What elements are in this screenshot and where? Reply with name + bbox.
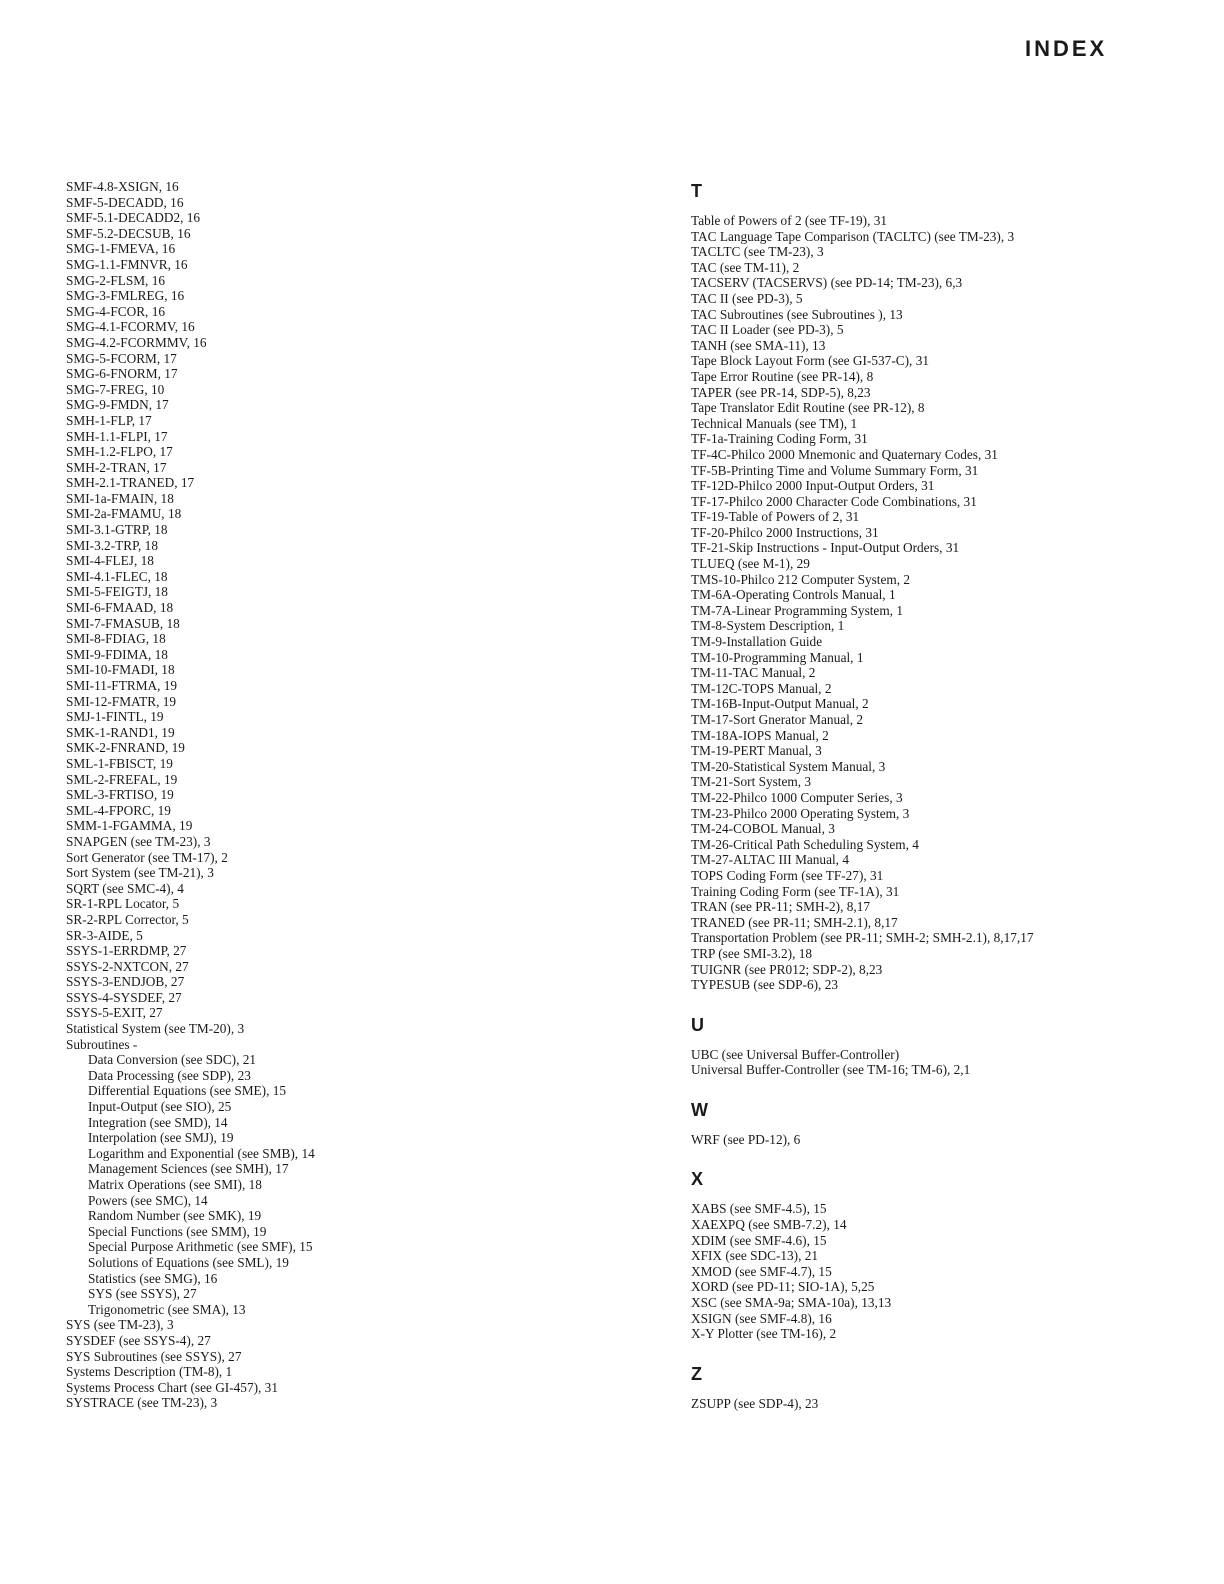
index-entry: Systems Description (TM-8), 1 <box>66 1364 233 1380</box>
index-entry: SMG-5-FCORM, 17 <box>66 350 177 366</box>
index-entry: SQRT (see SMC-4), 4 <box>66 880 184 896</box>
index-entry: TM-9-Installation Guide <box>691 634 823 650</box>
index-entry: TAPER (see PR-14, SDP-5), 8,23 <box>691 384 871 400</box>
index-entry: SSYS-4-SYSDEF, 27 <box>66 989 182 1005</box>
section-w-list <box>691 1132 1034 1148</box>
index-entry: SMF-4.8-XSIGN, 16 <box>66 179 179 194</box>
index-entry: SMH-1.2-FLPO, 17 <box>66 444 173 460</box>
index-entry: SMI-10-FMADI, 18 <box>66 662 175 678</box>
index-entry: SR-1-RPL Locator, 5 <box>66 896 180 912</box>
index-entry: SMI-3.1-GTRP, 18 <box>66 522 168 538</box>
index-entry: Tape Block Layout Form (see GI-537-C), 31 <box>691 353 929 369</box>
index-entry: TM-17-Sort Gnerator Manual, 2 <box>691 712 864 727</box>
index-column-left <box>66 179 315 1411</box>
index-entry: TMS-10-Philco 212 Computer System, 2 <box>691 571 911 587</box>
index-entry: TM-7A-Linear Programming System, 1 <box>691 602 903 618</box>
index-entry: XFIX (see SDC-13), 21 <box>691 1248 819 1264</box>
section-letter-t: T <box>691 181 702 201</box>
index-entry: SYSDEF (see SSYS-4), 27 <box>66 1332 211 1348</box>
index-entry: SYS (see SSYS), 27 <box>88 1286 197 1302</box>
index-entry: XABS (see SMF-4.5), 15 <box>691 1201 827 1217</box>
index-entry: SSYS-2-NXTCON, 27 <box>66 958 189 974</box>
index-entry: TF-20-Philco 2000 Instructions, 31 <box>691 524 879 540</box>
index-entry: SMI-4-FLEJ, 18 <box>66 553 154 569</box>
section-letter-z: Z <box>691 1363 702 1384</box>
index-entry: TM-8-System Description, 1 <box>691 618 845 634</box>
index-entry: SR-3-AIDE, 5 <box>66 927 143 943</box>
index-entry: TM-21-Sort System, 3 <box>691 774 812 790</box>
index-entry: Special Purpose Arithmetic (see SMF), 15 <box>88 1239 313 1255</box>
index-entry: TF-21-Skip Instructions - Input-Output Orders, 31 <box>691 540 960 556</box>
index-entry: TLUEQ (see M-1), 29 <box>691 556 810 572</box>
index-entry: TF-4C-Philco 2000 Mnemonic and Quaternary Codes, 31 <box>691 446 998 462</box>
index-entry: TAC II (see PD-3), 5 <box>691 290 803 306</box>
index-entry: SMH-2-TRAN, 17 <box>66 459 167 475</box>
index-entry: TM-10-Programming Manual, 1 <box>691 649 864 665</box>
index-entry: SYS (see TM-23), 3 <box>66 1317 174 1333</box>
index-entry: TACSERV (TACSERVS) (see PD-14; TM-23), 6,3 <box>691 275 963 291</box>
index-entry: TAC II Loader (see PD-3), 5 <box>691 322 844 338</box>
index-entry: SMF-5.1-DECADD2, 16 <box>66 210 201 226</box>
index-entry: Sort Generator (see TM-17), 2 <box>66 849 228 865</box>
index-entry: SSYS-3-ENDJOB, 27 <box>66 974 185 990</box>
index-entry: SR-2-RPL Corrector, 5 <box>66 911 189 927</box>
index-entry: ZSUPP (see SDP-4), 23 <box>691 1395 819 1411</box>
index-entry: TRAN (see PR-11; SMH-2), 8,17 <box>691 899 871 915</box>
index-entry: SMI-12-FMATR, 19 <box>66 693 177 709</box>
index-entry: TM-24-COBOL Manual, 3 <box>691 821 835 837</box>
index-entry: TM-6A-Operating Controls Manual, 1 <box>691 587 896 603</box>
index-entry: SMM-1-FGAMMA, 19 <box>66 818 193 834</box>
index-entry: Systems Process Chart (see GI-457), 31 <box>66 1379 278 1395</box>
index-entry: SMG-1.1-FMNVR, 16 <box>66 256 188 272</box>
index-entry: XMOD (see SMF-4.7), 15 <box>691 1263 832 1279</box>
page-title: INDEX <box>1025 36 1108 61</box>
index-entry: SMF-5.2-DECSUB, 16 <box>66 225 191 241</box>
left-entries-list <box>66 179 315 1052</box>
index-entry: SMJ-1-FINTL, 19 <box>66 709 164 725</box>
index-entry: Interpolation (see SMJ), 19 <box>88 1130 234 1146</box>
index-entry: X-Y Plotter (see TM-16), 2 <box>691 1326 837 1342</box>
index-entry: SMG-1-FMEVA, 16 <box>66 241 176 257</box>
index-entry: SMI-8-FDIAG, 18 <box>66 631 166 647</box>
index-entry: Statistical System (see TM-20), 3 <box>66 1021 245 1037</box>
section-x-list <box>691 1201 1034 1341</box>
index-entry: Management Sciences (see SMH), 17 <box>88 1161 289 1177</box>
index-entry: XDIM (see SMF-4.6), 15 <box>691 1232 827 1248</box>
index-entry: TANH (see SMA-11), 13 <box>691 337 826 353</box>
index-entry: Technical Manuals (see TM), 1 <box>691 415 858 431</box>
index-entry: TF-19-Table of Powers of 2, 31 <box>691 509 860 525</box>
index-entry: SMI-4.1-FLEC, 18 <box>66 568 168 584</box>
index-entry: Training Coding Form (see TF-1A), 31 <box>691 883 900 899</box>
section-letter-u: U <box>691 1014 704 1035</box>
index-entry: TM-19-PERT Manual, 3 <box>691 743 822 759</box>
index-entry: TM-27-ALTAC III Manual, 4 <box>691 852 849 868</box>
index-entry: SMI-3.2-TRP, 18 <box>66 537 158 553</box>
index-entry: SML-2-FREFAL, 19 <box>66 771 178 787</box>
index-entry: Powers (see SMC), 14 <box>88 1192 208 1208</box>
index-entry: UBC (see Universal Buffer-Controller) <box>691 1046 900 1062</box>
index-entry: XSIGN (see SMF-4.8), 16 <box>691 1310 832 1326</box>
index-entry: TF-5B-Printing Time and Volume Summary Form, 31 <box>691 462 979 478</box>
index-entry: Transportation Problem (see PR-11; SMH-2; SMH-2.1), 8,17,17 <box>691 930 1034 946</box>
index-entry: SMI-5-FEIGTJ, 18 <box>66 584 168 600</box>
index-entry: XSC (see SMA-9a; SMA-10a), 13,13 <box>691 1295 892 1311</box>
index-entry: TM-22-Philco 1000 Computer Series, 3 <box>691 789 903 805</box>
index-entry: Logarithm and Exponential (see SMB), 14 <box>88 1145 315 1161</box>
index-entry: TAC Subroutines (see Subroutines ), 13 <box>691 306 903 322</box>
index-entry: SNAPGEN (see TM-23), 3 <box>66 833 211 849</box>
index-entry: SMG-3-FMLREG, 16 <box>66 288 185 304</box>
index-entry: SMI-2a-FMAMU, 18 <box>66 506 182 522</box>
index-entry: WRF (see PD-12), 6 <box>691 1131 801 1147</box>
subroutines-subentries-list <box>66 1052 315 1317</box>
index-entry: Sort System (see TM-21), 3 <box>66 865 214 881</box>
index-entry: SSYS-1-ERRDMP, 27 <box>66 943 187 959</box>
index-entry: XAEXPQ (see SMB-7.2), 14 <box>691 1217 847 1233</box>
index-entry: SMK-2-FNRAND, 19 <box>66 740 185 756</box>
index-entry: SMH-1.1-FLPI, 17 <box>66 428 168 444</box>
index-entry: SMG-9-FMDN, 17 <box>66 397 169 413</box>
index-entry: TM-11-TAC Manual, 2 <box>691 665 816 681</box>
index-entry: SMI-7-FMASUB, 18 <box>66 615 180 631</box>
index-entry: SYS Subroutines (see SSYS), 27 <box>66 1348 242 1364</box>
index-entry: TYPESUB (see SDP-6), 23 <box>691 977 839 993</box>
section-z-list <box>691 1396 1034 1412</box>
index-entry: TOPS Coding Form (see TF-27), 31 <box>691 867 884 883</box>
index-entry: SML-1-FBISCT, 19 <box>66 755 173 771</box>
index-entry: Data Processing (see SDP), 23 <box>88 1067 251 1083</box>
index-entry: Input-Output (see SIO), 25 <box>88 1099 232 1115</box>
index-entry: SMK-1-RAND1, 19 <box>66 724 175 740</box>
index-entry: TF-17-Philco 2000 Character Code Combinations, 31 <box>691 493 977 509</box>
index-entry: TAC (see TM-11), 2 <box>691 259 800 275</box>
index-entry: TACLTC (see TM-23), 3 <box>691 244 824 260</box>
index-entry: Table of Powers of 2 (see TF-19), 31 <box>691 213 888 228</box>
section-letter-x: X <box>691 1169 704 1190</box>
index-entry: SMG-2-FLSM, 16 <box>66 272 166 288</box>
index-entry: TUIGNR (see PR012; SDP-2), 8,23 <box>691 961 883 977</box>
index-entry: SML-3-FRTISO, 19 <box>66 787 174 803</box>
index-entry: TM-26-Critical Path Scheduling System, 4 <box>691 836 919 852</box>
index-entry: SMG-7-FREG, 10 <box>66 381 165 397</box>
index-entry: TM-23-Philco 2000 Operating System, 3 <box>691 805 910 821</box>
index-entry: Matrix Operations (see SMI), 18 <box>88 1177 262 1192</box>
section-u-list <box>691 1047 1034 1078</box>
index-entry: Solutions of Equations (see SML), 19 <box>88 1254 289 1270</box>
index-entry: Subroutines - <box>66 1036 138 1052</box>
index-entry: SMI-11-FTRMA, 19 <box>66 678 178 693</box>
index-entry: SMI-6-FMAAD, 18 <box>66 600 174 616</box>
index-entry: SML-4-FPORC, 19 <box>66 802 171 818</box>
section-letter-w: W <box>691 1099 708 1120</box>
index-entry: TM-20-Statistical System Manual, 3 <box>691 758 886 774</box>
index-entry: Special Functions (see SMM), 19 <box>88 1223 267 1239</box>
index-entry: TF-12D-Philco 2000 Input-Output Orders, 31 <box>691 478 935 494</box>
index-entry: SMG-6-FNORM, 17 <box>66 366 178 382</box>
index-entry: SMI-1a-FMAIN, 18 <box>66 490 174 506</box>
index-entry: Trigonometric (see SMA), 13 <box>88 1301 246 1317</box>
index-entry: SMG-4-FCOR, 16 <box>66 303 166 319</box>
index-entry: TAC Language Tape Comparison (TACLTC) (see TM-23), 3 <box>691 228 1015 244</box>
index-column-right <box>691 179 1034 1411</box>
index-entry: Tape Translator Edit Routine (see PR-12), 8 <box>691 400 925 416</box>
index-entry: SMF-5-DECADD, 16 <box>66 194 184 210</box>
index-entry: Data Conversion (see SDC), 21 <box>88 1052 257 1068</box>
index-entry: SMH-2.1-TRANED, 17 <box>66 475 195 491</box>
index-entry: Random Number (see SMK), 19 <box>88 1208 262 1224</box>
index-entry: SYSTRACE (see TM-23), 3 <box>66 1395 218 1411</box>
index-entry: SMG-4.1-FCORMV, 16 <box>66 319 195 335</box>
index-entry: TRP (see SMI-3.2), 18 <box>691 945 813 961</box>
index-entry: Differential Equations (see SME), 15 <box>88 1083 287 1099</box>
index-entry: Integration (see SMD), 14 <box>88 1114 228 1130</box>
index-entry: TM-18A-IOPS Manual, 2 <box>691 727 829 743</box>
section-t-list <box>691 213 1034 993</box>
index-entry: TM-12C-TOPS Manual, 2 <box>691 680 832 696</box>
index-entry: Universal Buffer-Controller (see TM-16; TM-6), 2,1 <box>691 1062 971 1078</box>
index-entry: TF-1a-Training Coding Form, 31 <box>691 431 868 447</box>
index-entry: SMG-4.2-FCORMMV, 16 <box>66 334 207 350</box>
index-entry: SSYS-5-EXIT, 27 <box>66 1005 163 1021</box>
index-entry: Statistics (see SMG), 16 <box>88 1270 218 1286</box>
index-entry: TRANED (see PR-11; SMH-2.1), 8,17 <box>691 914 898 930</box>
index-entry: TM-16B-Input-Output Manual, 2 <box>691 696 869 712</box>
index-entry: SMI-9-FDIMA, 18 <box>66 646 168 662</box>
index-entry: Tape Error Routine (see PR-14), 8 <box>691 368 874 384</box>
index-entry: SMH-1-FLP, 17 <box>66 412 152 428</box>
index-entry: XORD (see PD-11; SIO-1A), 5,25 <box>691 1279 875 1295</box>
left-trailing-list <box>66 1317 315 1411</box>
